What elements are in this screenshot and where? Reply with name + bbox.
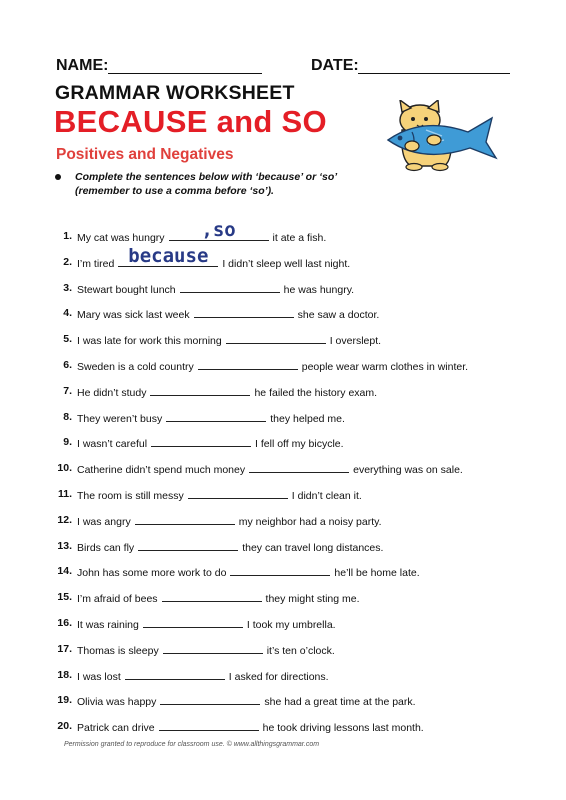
sentence-first-clause: I’m afraid of bees <box>77 593 158 606</box>
sentence-second-clause: people wear warm clothes in winter. <box>301 361 469 373</box>
worksheet-heading: GRAMMAR WORKSHEET <box>55 82 295 104</box>
instructions-line-1: Complete the sentences below with ‘because’ or ‘so’ <box>75 171 338 183</box>
sentence-number: 3. <box>63 281 72 294</box>
sentence-first-clause: He didn’t study <box>77 386 147 399</box>
sentence-number: 10. <box>57 462 72 475</box>
page-title: BECAUSE and SO <box>54 104 327 139</box>
answer-blank[interactable] <box>226 333 326 344</box>
sentence-first-clause: My cat was hungry <box>77 232 165 244</box>
answer-blank[interactable] <box>159 720 259 731</box>
sentence-number: 20. <box>57 720 72 733</box>
sentence-first-clause: Thomas is sleepy <box>77 644 159 657</box>
date-field[interactable] <box>358 59 510 74</box>
sentence-first-clause: I was late for work this morning <box>77 335 222 348</box>
sentence-first-clause: Birds can fly <box>77 541 135 554</box>
sentence-second-clause: I asked for directions. <box>228 670 329 683</box>
sentence-second-clause: she saw a doctor. <box>297 309 380 322</box>
sentence-number: 9. <box>63 436 72 449</box>
answer-blank[interactable] <box>150 385 250 396</box>
answer-blank[interactable] <box>160 694 260 705</box>
sentence-second-clause: I took my umbrella. <box>246 619 336 631</box>
sentence-number: 13. <box>57 539 72 552</box>
sentence-second-clause: it ate a fish. <box>272 232 327 244</box>
handwritten-answer: ,so <box>201 219 236 241</box>
answer-blank[interactable] <box>143 617 243 628</box>
sentence-number: 2. <box>63 255 72 268</box>
instructions-line-2: (remember to use a comma before ‘so’). <box>75 185 274 197</box>
sentence-number: 7. <box>63 384 72 397</box>
sentence-number: 4. <box>63 307 72 320</box>
handwritten-answer: because <box>128 244 209 267</box>
sentence-second-clause: everything was on sale. <box>353 464 463 477</box>
sentence-second-clause: they might sting me. <box>265 593 360 606</box>
sentence-second-clause: I overslept. <box>329 335 382 348</box>
sentence-first-clause: Catherine didn’t spend much money <box>77 464 246 477</box>
sentence-second-clause: my neighbor had a noisy party. <box>238 515 382 528</box>
sentence-number: 6. <box>63 359 72 371</box>
name-label: NAME: <box>56 57 109 74</box>
sentence-number: 17. <box>57 642 72 655</box>
answer-blank[interactable] <box>125 669 225 680</box>
answer-blank[interactable] <box>169 219 269 241</box>
bullet-icon <box>55 174 61 180</box>
name-field[interactable] <box>108 59 262 74</box>
sentence-first-clause: It was raining <box>77 619 139 631</box>
cat-holding-fish-icon <box>382 100 498 172</box>
sentence-number: 15. <box>57 591 72 604</box>
page-subtitle: Positives and Negatives <box>56 146 234 163</box>
answer-blank[interactable] <box>138 540 238 551</box>
sentence-number: 1. <box>63 230 72 242</box>
answer-blank[interactable] <box>118 244 218 267</box>
answer-blank[interactable] <box>151 436 251 447</box>
sentence-second-clause: it’s ten o’clock. <box>266 644 335 657</box>
sentence-number: 18. <box>57 668 72 681</box>
footer-note: Permission granted to reproduce for classroom use. © www.allthingsgrammar.com <box>64 741 320 748</box>
answer-blank[interactable] <box>188 488 288 499</box>
sentence-first-clause: Sweden is a cold country <box>77 361 194 373</box>
sentence-first-clause: The room is still messy <box>77 490 184 502</box>
sentence-first-clause: Stewart bought lunch <box>77 283 176 296</box>
answer-blank[interactable] <box>166 411 266 422</box>
sentence-first-clause: John has some more work to do <box>77 567 227 580</box>
sentence-number: 11. <box>57 488 72 500</box>
answer-blank[interactable] <box>198 359 298 370</box>
sentence-number: 12. <box>57 513 72 526</box>
answer-blank[interactable] <box>194 307 294 318</box>
sentence-number: 5. <box>63 333 72 346</box>
answer-blank[interactable] <box>230 565 330 576</box>
sentence-second-clause: they helped me. <box>270 412 345 425</box>
sentence-second-clause: she had a great time at the park. <box>264 696 416 709</box>
sentence-second-clause: I didn’t sleep well last night. <box>222 257 351 270</box>
sentence-number: 19. <box>57 694 72 707</box>
sentence-number: 8. <box>63 410 72 423</box>
answer-blank[interactable] <box>163 643 263 654</box>
sentence-second-clause: I didn’t clean it. <box>291 490 362 502</box>
answer-blank[interactable] <box>135 514 235 525</box>
sentence-second-clause: he was hungry. <box>283 283 355 296</box>
sentence-second-clause: he’ll be home late. <box>334 567 420 580</box>
sentence-second-clause: he failed the history exam. <box>254 386 378 399</box>
sentence-second-clause: they can travel long distances. <box>242 541 384 554</box>
answer-blank[interactable] <box>180 282 280 293</box>
date-label: DATE: <box>311 57 359 74</box>
sentence-second-clause: he took driving lessons last month. <box>262 722 424 735</box>
sentence-first-clause: I wasn’t careful <box>77 438 148 451</box>
sentence-first-clause: Mary was sick last week <box>77 309 190 322</box>
sentence-first-clause: I was lost <box>77 670 121 683</box>
sentence-first-clause: They weren’t busy <box>77 412 163 425</box>
sentence-first-clause: I’m tired <box>77 257 115 270</box>
sentence-second-clause: I fell off my bicycle. <box>255 438 344 451</box>
answer-blank[interactable] <box>162 591 262 602</box>
answer-blank[interactable] <box>249 462 349 473</box>
sentence-first-clause: Olivia was happy <box>77 696 157 709</box>
sentence-number: 16. <box>57 617 72 629</box>
sentence-first-clause: Patrick can drive <box>77 722 155 735</box>
sentence-first-clause: I was angry <box>77 515 131 528</box>
sentence-number: 14. <box>57 565 72 578</box>
